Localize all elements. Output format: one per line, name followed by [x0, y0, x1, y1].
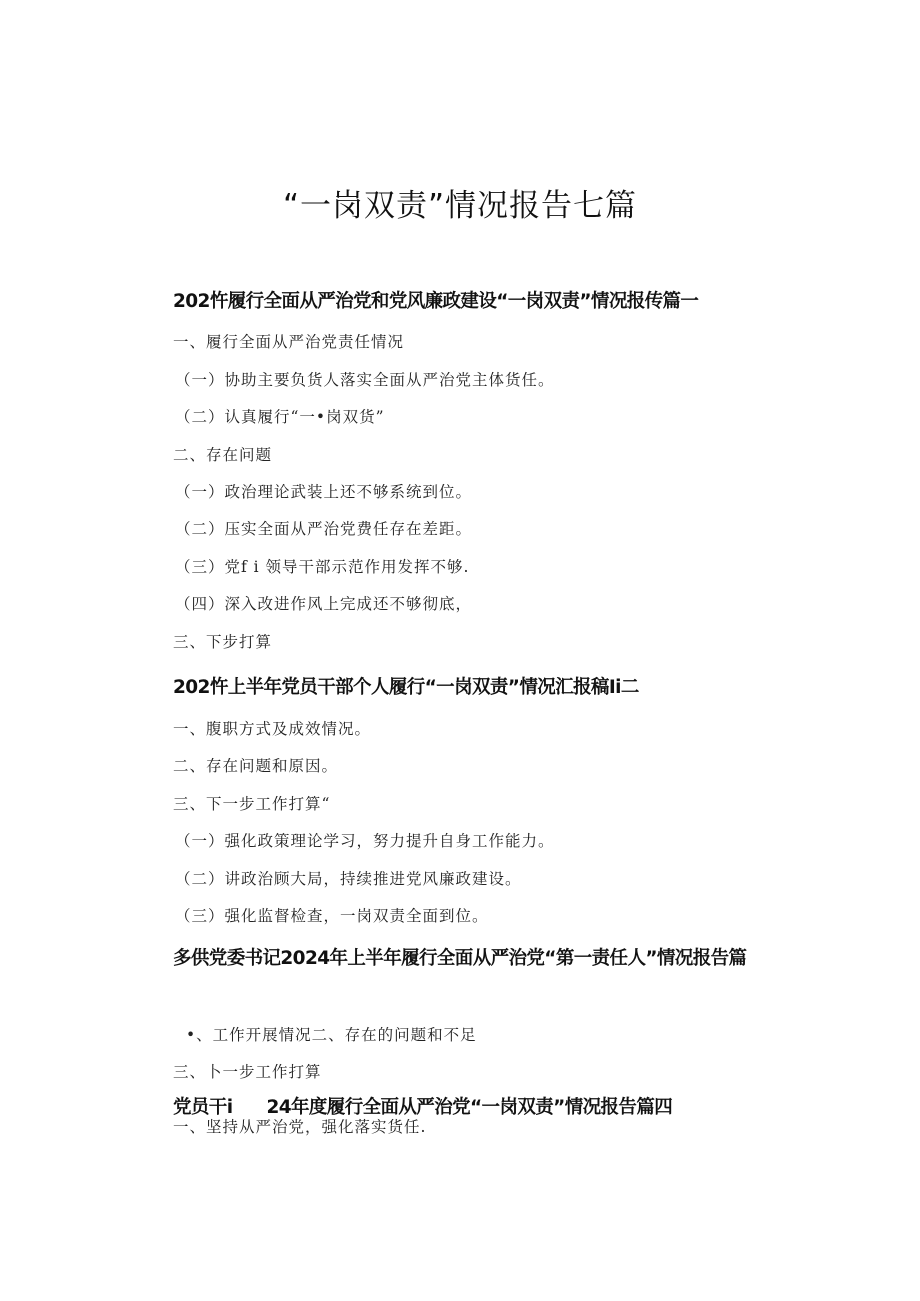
section-1-line-1: 一、履行全面从严治党责任情况: [173, 333, 405, 351]
section-1-line-4: 二、存在问题: [173, 446, 273, 464]
section-2-line-1: 一、腹职方式及成效情况。: [173, 720, 372, 738]
section-heading-2: 202忤上半年党员干部个人履行“一岗双责”情况汇报稿Ii二: [173, 677, 639, 698]
section-3-line-1: •、工作开展情况二、存在的问题和不足: [186, 1026, 477, 1044]
section-heading-4-part-2: 24年度履行全面从严治党“一岗双责”情况报告篇四: [266, 1097, 673, 1118]
section-2-line-6: （三）强化监督检查，一岗双责全面到位。: [175, 907, 489, 925]
section-2-line-3: 三、下一步工作打算“: [173, 795, 331, 813]
section-2-line-5: （二）讲政治顾大局，持续推进党风廉政建设。: [175, 870, 522, 888]
section-2-line-4: （一）强化政策理论学习，努力提升自身工作能力。: [175, 832, 555, 850]
section-1-line-2: （一）协助主要负货人落实全面从严治党主体货任。: [175, 371, 555, 389]
section-heading-1: 202忤履行全面从严治党和党风廉政建设“一岗双责”情况报传篇一: [173, 291, 699, 312]
section-2-line-2: 二、存在问题和原因。: [173, 757, 339, 775]
section-1-line-7: （三）党f i 领导干部示范作用发挥不够.: [175, 558, 470, 576]
section-1-line-3: （二）认真履行“一•岗双货”: [175, 408, 385, 426]
section-4-line-1: 一、坚持从严治党，强化落实货任.: [173, 1118, 427, 1136]
section-1-line-5: （一）政治理论武装上还不够系统到位。: [175, 483, 473, 501]
section-1-line-6: （二）压实全面从严治党费任存在差距。: [175, 520, 473, 538]
section-heading-4-part-1: 党员干i: [173, 1097, 233, 1118]
section-1-line-8: （四）深入改进作风上完成还不够彻底，: [175, 595, 473, 613]
section-1-line-9: 三、下步打算: [173, 633, 273, 651]
section-heading-3: 多供党委书记2024年上半年履行全面从严治党“第一责任人”情况报告篇: [173, 948, 747, 969]
section-3-line-2: 三、卜一步工作打算: [173, 1063, 322, 1081]
document-title: “一岗双责”情况报告七篇: [282, 188, 638, 224]
